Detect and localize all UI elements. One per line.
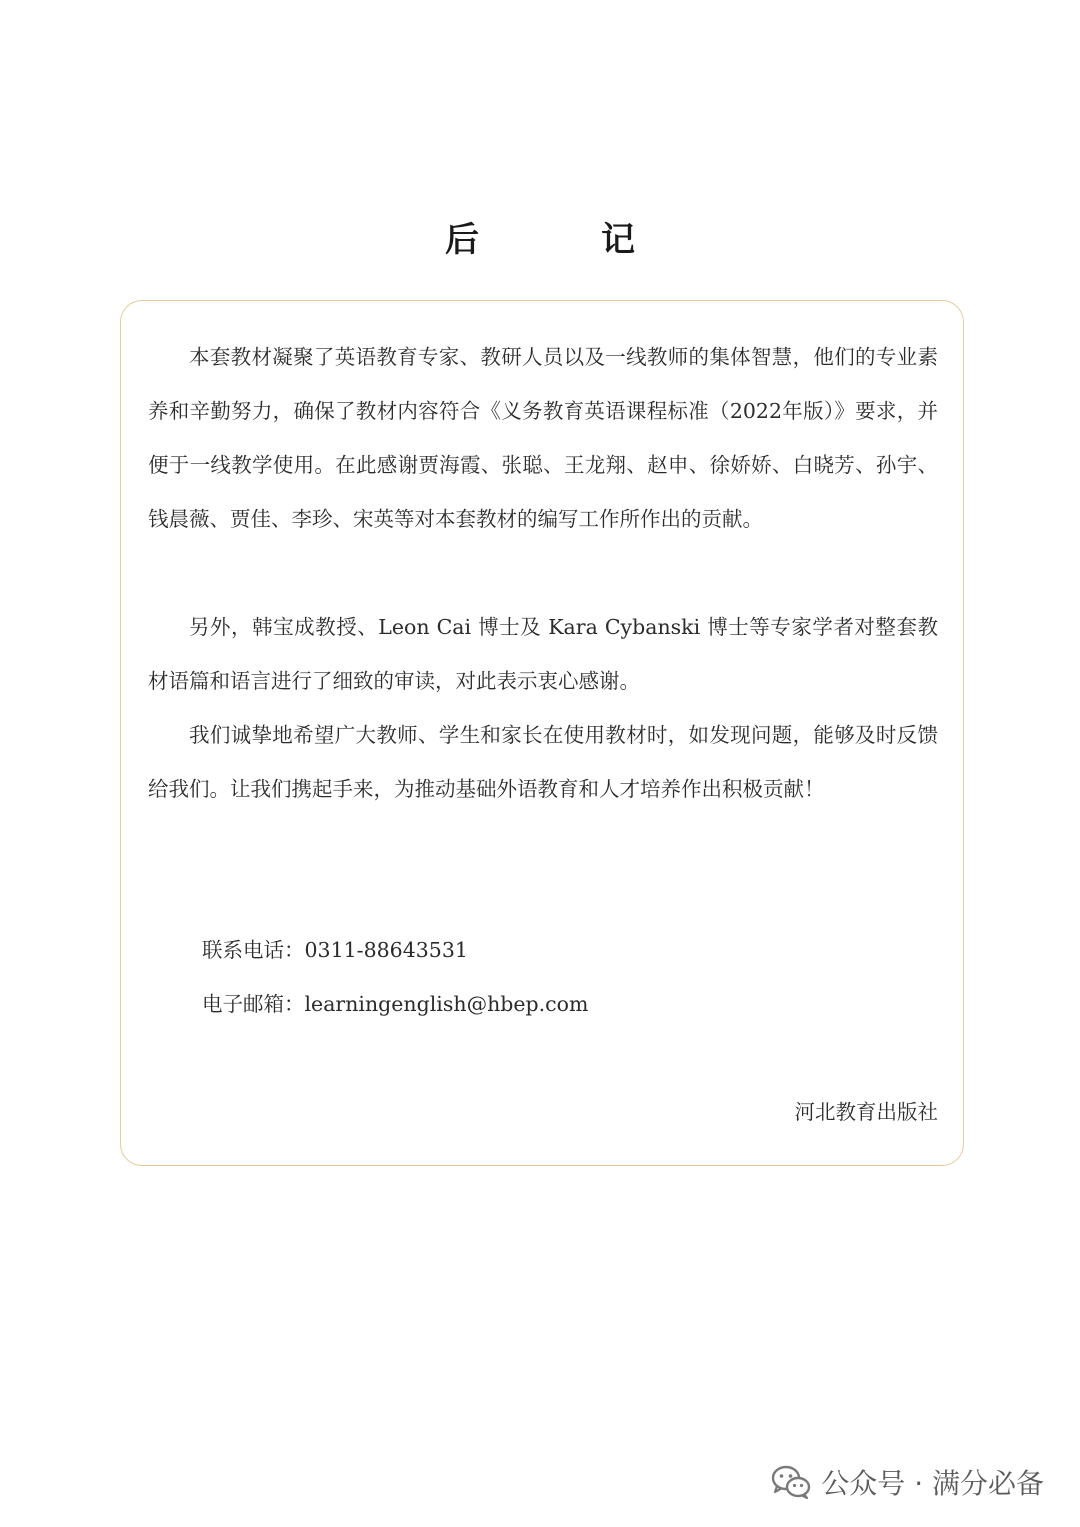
watermark-text: 公众号 · 满分必备 xyxy=(821,1467,1044,1500)
watermark xyxy=(771,1462,1044,1502)
paragraph-acknowledgement: 本套教材凝聚了英语教育专家、教研人员以及一线教师的集体智慧，他们的专业素养和辛勤努力，确保了教材内容符合《义务教育英语课程标准（2022年版）》要求，并便于一线教学使用。在此感谢贾海霞、张聪、王龙翔、赵申、徐娇娇、白晓芳、孙宇、钱晨薇、贾佳、李珍、宋英等对本套教材的编写工作所作出的贡献。 xyxy=(148,345,938,531)
contact-email: 电子邮箱：learningenglish@hbep.com xyxy=(202,992,589,1016)
page-title: 后 记 xyxy=(445,220,679,260)
wechat-icon xyxy=(771,1464,811,1500)
contact-phone: 联系电话：0311-88643531 xyxy=(202,938,468,962)
paragraph-reviewers: 另外，韩宝成教授、Leon Cai 博士及 Kara Cybanski 博士等专家学者对整套教材语篇和语言进行了细致的审读，对此表示衷心感谢。 xyxy=(148,615,938,693)
paragraph-feedback: 我们诚挚地希望广大教师、学生和家长在使用教材时，如发现问题，能够及时反馈给我们。让我们携起手来，为推动基础外语教育和人才培养作出积极贡献！ xyxy=(148,723,938,801)
publisher-name: 河北教育出版社 xyxy=(794,1100,938,1124)
